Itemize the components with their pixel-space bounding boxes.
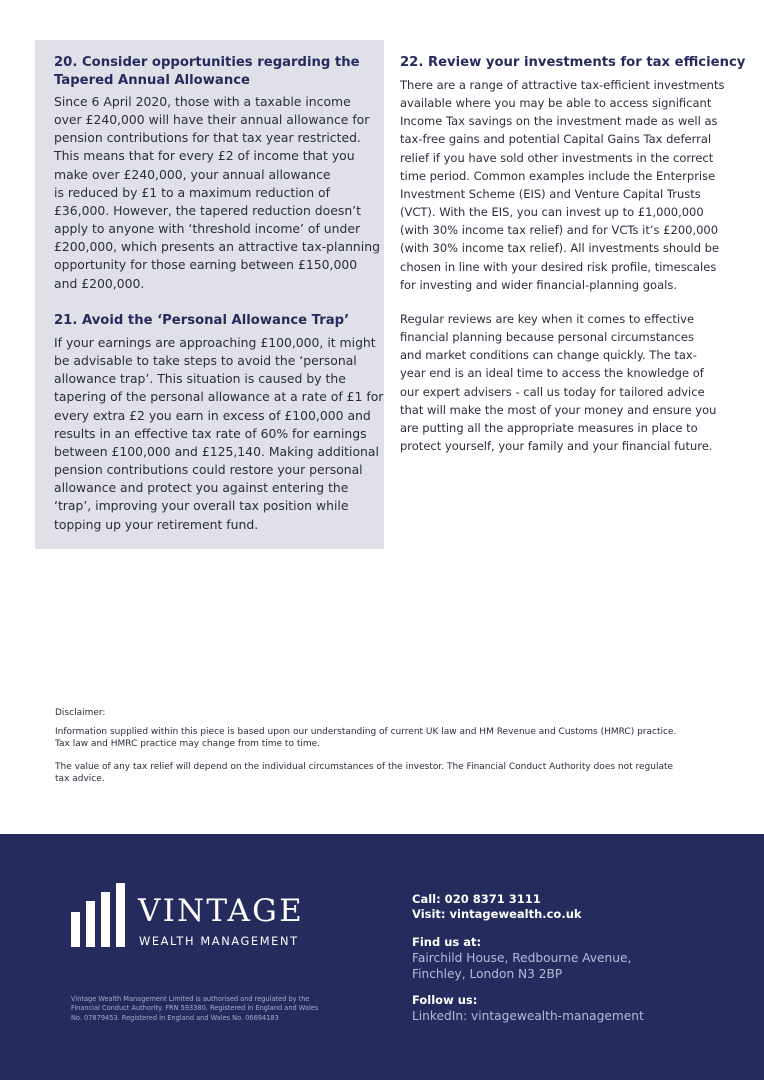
disclaimer-label: Disclaimer: [55, 708, 106, 718]
follow-us-label: Follow us: [412, 993, 478, 1007]
body-line: between £100,000 and £125,140. Making additional [54, 443, 379, 459]
body-line: over £240,000 will have their annual allowance for [54, 112, 370, 128]
body-line: year end is an ideal time to access the knowledge of [400, 366, 704, 381]
footer-band [0, 834, 764, 1080]
body-line: for investing and wider financial-planning goals. [400, 277, 677, 292]
body-line: and £200,000. [54, 275, 145, 291]
address-line: Finchley, London N3 2BP [412, 967, 563, 981]
logo-bar [86, 901, 95, 947]
legal-line: No. 07879453. Registered in England and Wales No. 06694183 [71, 1013, 279, 1022]
title-line: 20. Consider opportunities regarding the [54, 55, 360, 70]
body-line: allowance and protect you against entering the [54, 480, 349, 496]
logo-bars-icon [71, 883, 131, 947]
address-line: Fairchild House, Redbourne Avenue, [412, 951, 632, 965]
body-line: time period. Common examples include the Enterprise [400, 168, 716, 183]
body-line: be advisable to take steps to avoid the ‘personal [54, 353, 357, 369]
logo-wordmark: VINTAGE [138, 893, 304, 929]
legal-line: Financial Conduct Authority. FRN 593380. Registered in England and Wales [71, 1004, 319, 1013]
title-line: Tapered Annual Allowance [54, 73, 250, 88]
body-line: £200,000, which presents an attractive tax-planning [54, 239, 380, 255]
body-line: our expert advisers - call us today for tailored advice [400, 384, 705, 399]
disclaimer-line: Information supplied within this piece is based upon our understanding of current UK law and HM Revenue and Customs (HMRC) practice. [55, 727, 677, 737]
section-22-title [400, 54, 745, 72]
logo-bar [101, 892, 110, 947]
title-line: 22. Review your investments for tax efficiency [400, 55, 746, 70]
body-line: protect yourself, your family and your financial future. [400, 439, 713, 454]
body-line: and market conditions can change quickly. The tax- [400, 348, 697, 363]
legal-notice [71, 995, 318, 1023]
section-21-title [54, 312, 349, 330]
body-line: £36,000. However, the tapered reduction doesn’t [54, 202, 361, 218]
logo-subtitle: WEALTH MANAGEMENT [139, 934, 299, 948]
logo-bar [71, 912, 80, 947]
disclaimer-line: The value of any tax relief will depend on the individual circumstances of the investor. The Financial Conduct Authority does not regulate [55, 762, 674, 772]
body-line: allowance trap’. This situation is caused by the [54, 371, 346, 387]
body-line: (with 30% income tax relief). All investments should be [400, 241, 720, 256]
body-line: opportunity for those earning between £150,000 [54, 257, 358, 273]
body-line: are putting all the appropriate measures in place to [400, 420, 698, 435]
regular-reviews-paragraph [400, 310, 716, 455]
section-21-body [54, 334, 383, 534]
disclaimer-line: tax advice. [55, 773, 105, 784]
body-line: (VCT). With the EIS, you can invest up to £1,000,000 [400, 205, 704, 220]
body-line: This means that for every £2 of income that you [54, 148, 355, 164]
body-line: available where you may be able to access significant [400, 96, 712, 111]
call-phone-link[interactable]: Call: 020 8371 3111 [412, 892, 541, 906]
body-line: Regular reviews are key when it comes to effective [400, 312, 695, 326]
legal-line: Vintage Wealth Management Limited is authorised and regulated by the [71, 995, 310, 1003]
section-20-body [54, 93, 380, 293]
body-line: apply to anyone with ‘threshold income’ of under [54, 221, 361, 237]
disclaimer-paragraph-1 [55, 727, 676, 751]
body-line: pension contributions could restore your personal [54, 462, 363, 478]
body-line: tax-free gains and potential Capital Gains Tax deferral [400, 132, 712, 147]
body-line: make over £240,000, your annual allowance [54, 166, 331, 182]
disclaimer-paragraph-2 [55, 762, 673, 786]
body-line: tapering of the personal allowance at a rate of £1 for [54, 389, 384, 405]
section-22-body [400, 76, 724, 294]
body-line: every extra £2 you earn in excess of £100,000 and [54, 407, 371, 423]
body-line: that will make the most of your money and ensure you [400, 402, 717, 417]
body-line: chosen in line with your desired risk profile, timescales [400, 259, 717, 274]
section-20-title [54, 54, 360, 90]
body-line: topping up your retirement fund. [54, 516, 259, 532]
logo-bar [116, 883, 125, 947]
body-line: ‘trap’, improving your overall tax position while [54, 498, 349, 514]
body-line: There are a range of attractive tax-efficient investments [400, 78, 725, 92]
body-line: Since 6 April 2020, those with a taxable income [54, 94, 351, 109]
linkedin-link[interactable]: LinkedIn: vintagewealth-management [412, 1009, 644, 1023]
body-line: pension contributions for that tax year restricted. [54, 130, 361, 146]
body-line: Investment Scheme (EIS) and Venture Capital Trusts [400, 186, 701, 201]
body-line: results in an effective tax rate of 60% for earnings [54, 425, 367, 441]
visit-website-link[interactable]: Visit: vintagewealth.co.uk [412, 907, 582, 921]
body-line: is reduced by £1 to a maximum reduction of [54, 184, 330, 200]
body-line: (with 30% income tax relief) and for VCTs it’s £200,000 [400, 223, 719, 238]
body-line: relief if you have sold other investments in the correct [400, 150, 714, 165]
body-line: financial planning because personal circumstances [400, 330, 694, 345]
disclaimer-line: Tax law and HMRC practice may change from time to time. [55, 738, 321, 749]
body-line: Income Tax savings on the investment made as well as [400, 114, 718, 129]
title-line: 21. Avoid the ‘Personal Allowance Trap’ [54, 313, 350, 328]
body-line: If your earnings are approaching £100,000, it might [54, 335, 376, 350]
find-us-label: Find us at: [412, 935, 482, 949]
